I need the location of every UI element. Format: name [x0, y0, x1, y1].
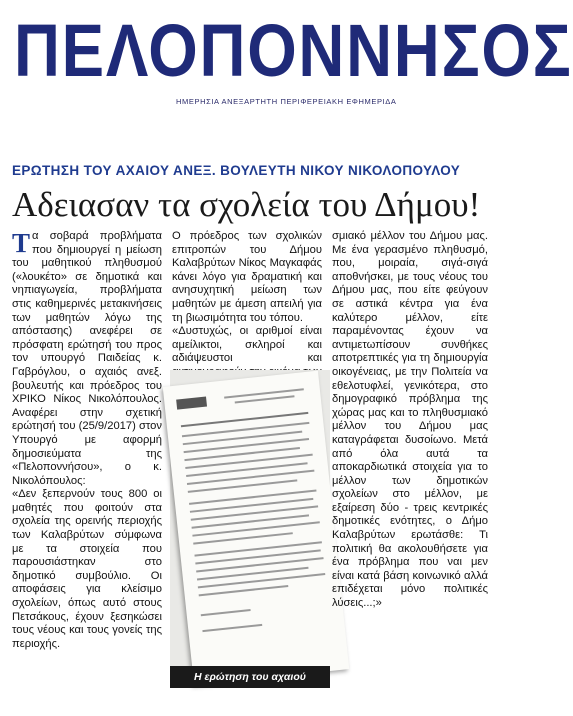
newspaper-logo	[14, 9, 573, 92]
article-column-3	[332, 230, 488, 611]
masthead-tagline: ΗΜΕΡΗΣΙΑ ΑΝΕΞΑΡΤΗΤΗ ΠΕΡΙΦΕΡΕΙΑΚΗ ΕΦΗΜΕΡΙΔΑ	[176, 97, 397, 106]
masthead	[0, 0, 573, 132]
article-headline: Αδειασαν τα σχολεία του Δήμου!	[12, 185, 481, 224]
article-column-2	[172, 230, 322, 393]
document-image	[163, 371, 350, 686]
paragraph	[12, 230, 162, 488]
article-column-1	[12, 230, 162, 651]
document-photo	[170, 370, 330, 705]
logo-text: ΠΕΛΟΠΟΝΝΗΣΟΣ	[14, 9, 573, 92]
drop-cap: Τ	[12, 228, 31, 258]
paragraph: «Δυστυχώς, οι αριθμοί είναι αμείλικτοι, σκληροί και αδιάψευστοι και	[172, 325, 322, 365]
paragraph: Ο πρόεδρος των σχολικών επιτροπών του Δήμου Καλαβρύτων Νίκος Μαγκαφάς κάνει λόγο για δραματική και ανησυχητική μείωση των μαθητών με άμεση απειλή για τη βιωσιμότητα του τόπου.	[172, 230, 322, 324]
paragraph: «Δεν ξεπερνούν τους 800 οι μαθητές που φοιτούν στα σχολεία της ορεινής περιοχής των Καλαβρύτων σύμφωνα με τα στοιχεία που παρουσιάστηκαν στο δημοτικό συμβούλιο. Οι αποφάσεις για κλείσιμο σχολείων, όπως αυτό στους Πετσάκους, έχουν ξεσηκώσει τους νέους και τους γονείς της περιοχής.	[12, 488, 162, 650]
photo-caption: Η ερώτηση του αχαιού βουλευτή	[170, 666, 330, 688]
article-kicker: ΕΡΩΤΗΣΗ ΤΟΥ ΑΧΑΙΟΥ ΑΝΕΞ. ΒΟΥΛΕΥΤΗ ΝΙΚΟΥ ΝΙΚΟΛΟΠΟΥΛΟΥ	[12, 163, 461, 178]
paragraph-text: α σοβαρά προβλήματα που δημιουργεί η μείωση του μαθητικού πληθυσμού («λουκέτο» σε δημοτικά και νηπιαγωγεία, προβλήματα στις καθημερινές μετακινήσεις των μαθητών λόγω της απόστασης) ανεφέρει σε πρόσφατη ερώτησή του προς τον υπουργό Παιδείας κ. Γαβρόγλου, ο αχαιός ανεξ. βουλευτής και πρόεδρος του ΧΡΙΚΟ Νίκος Νικολόπουλος. Αναφέρει στην σχετική ερώτησή του (25/9/2017) στον Υπουργό με αφορμή δημοσιεύματα της «Πελοποννήσου», ο κ. Νικολόπουλος:	[12, 230, 162, 487]
paragraph: σμιακό μέλλον του Δήμου μας. Με ένα γερασμένο πληθυσμό, που, μοιραία, σιγά-σιγά αποθνήσκει, με τους νέους του Δήμου μας, που είτε φεύγουν σε αστικά κέντρα για ένα καλύτερο μέλλον, είτε παραμένοντας έχουν να αντιμετωπίσουν συνθήκες αποτρεπτικές για τη δημιουργία οικογένειας, με την Πολιτεία να εθελοτυφλεί, γενικότερα, στο δημογραφικό πρόβλημα της χώρας μας και το πληθυσμιακό μέλλον του Δήμου μας καταγράφεται δυσοίωνο. Μετά από όλα αυτά τα αποκαρδιωτικά στοιχεία για το μέλλον των δημοτικών σχολείων στο μέλλον, με εξαίρεση δύο - τρεις κεντρικές δημοτικές ενότητες, ο Δήμο Καλαβρύτων ερωτάσθε: Τι πολιτική θα ακολουθήσετε για ένα πρόβλημα που ναι μεν είναι κατά βάση κοινωνικό αλλά επιδέχεται μόνο πολιτικές λύσεις...;»	[332, 230, 488, 610]
